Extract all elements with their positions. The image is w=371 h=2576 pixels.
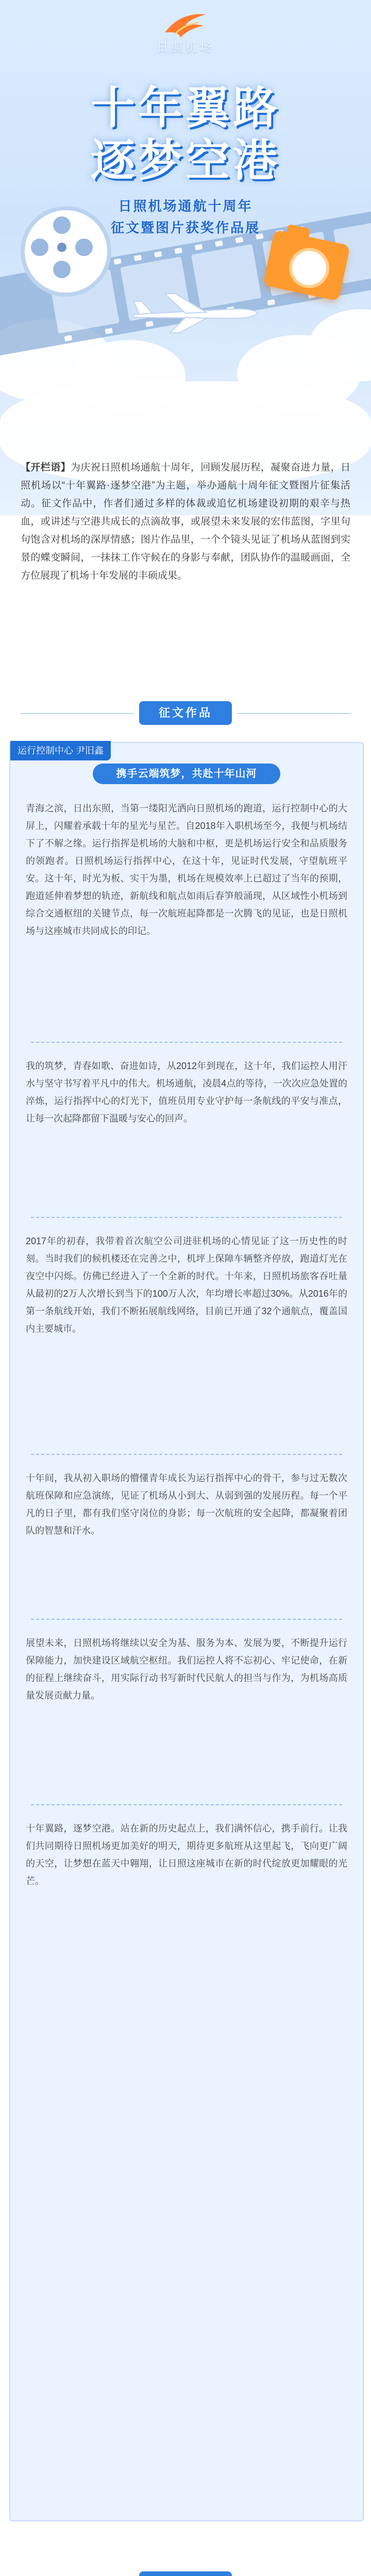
hero-title-line1: 十年翼路 bbox=[91, 82, 280, 134]
essay-card bbox=[9, 742, 364, 2521]
section-title-photos bbox=[139, 2571, 232, 2576]
essay-paragraph: 展望未来，日照机场将继续以安全为基、服务为本、发展为要，不断提升运行保障能力，加快建设区域航空枢纽。我们运控人将不忘初心、牢记使命，在新的征程上继续奋斗，用实际行动书写新时代民航人的担当与作为，为机场高质量发展贡献力量。 bbox=[26, 1638, 347, 1701]
dashed-divider bbox=[31, 1804, 342, 1805]
divider bbox=[237, 713, 350, 714]
hero-subtitle-line1: 日照机场通航十周年 bbox=[118, 199, 253, 214]
intro-lead: 【开栏语】 bbox=[21, 462, 71, 473]
hero-subtitle-line2: 征文暨图片获奖作品展 bbox=[110, 221, 260, 236]
intro-text: 为庆祝日照机场通航十周年，回顾发展历程，凝聚奋进力量，日照机场以“十年翼路·逐梦空港”为主题，举办通航十周年征文暨图片征集活动。征文作品中，作者们通过多样的体裁或追忆机场建设初期的艰辛与热血，或讲述与空港共成长的点滴故事，或展望未来发展的宏伟蓝图，字里句句饱含对机场的深厚情感；图片作品里，一个个镜头见证了机场从蓝图到实景的蝶变瞬间，一抹抹工作守候在的身影与奉献，团队协作的温暖画面，全方位展现了机场十年发展的丰硕成果。 bbox=[21, 462, 350, 581]
author-tag: 运行控制中心 尹旧鑫 bbox=[10, 741, 111, 760]
section-header-photos bbox=[0, 2568, 371, 2576]
dashed-divider bbox=[31, 1454, 342, 1455]
intro-paragraph bbox=[21, 459, 350, 675]
hero-title-line2: 逐梦空港 bbox=[91, 135, 280, 187]
logo-bird-icon bbox=[160, 9, 211, 40]
section-header-essays bbox=[0, 698, 371, 729]
divider bbox=[21, 713, 134, 714]
section-title-essays: 征文作品 bbox=[139, 701, 232, 725]
essay-paragraph: 2017年的初春，我带着首次航空公司进驻机场的心情见证了这一历史性的时刻。当时我们的候机楼还在完善之中，机坪上保障车辆整齐停放，跑道灯光在夜空中闪烁。仿佛已经进入了一个全新的时代。十年来，日照机场旅客吞吐量从最初的2万人次增长到当下的100万人次，年均增长率超过30%。从2016年的第一条航线开始，我们不断拓展航线网络，目前已开通了32个通航点，覆盖国内主要城市。 bbox=[26, 1236, 347, 1334]
dashed-divider bbox=[31, 1619, 342, 1620]
essay-paragraph: 我的筑梦，青春如歌、奋进如诗，从2012年到现在，这十年，我们运控人用汗水与坚守书写着平凡中的伟大。机场通航，凌晨4点的等待，一次次应急处置的淬炼，运行指挥中心的灯光下，值班员用专业守护每一条航线的平安与准点，让每一次起降都留下温暖与安心的回声。 bbox=[26, 1061, 347, 1124]
airplane-icon bbox=[129, 289, 263, 335]
airport-logo bbox=[129, 9, 242, 56]
essay-paragraph: 青海之滨，日出东照，当第一缕阳光洒向日照机场的跑道，运行控制中心的大屏上，闪耀着承载十年的星光与星芒。自2018年入职机场至今，我便与机场结下了不解之缘。运行指挥是机场的大脑和中枢，更是机场运行安全和品质服务的领跑者。日照机场运行指挥中心，在这十年，见证时代发展，守望航班平安。这十年，时光为板、实干为墨，机场在规模效率上已超过了当年的预期，跑道延伸着梦想的轨迹，新航线和航点如雨后春笋般涌现，从区域性小机场到综合交通枢纽的关键节点，每一次航班起降都是一次腾飞的见证，也是日照机场与这座城市共同成长的印记。 bbox=[26, 803, 347, 936]
logo-text: 日照机场 bbox=[156, 42, 214, 55]
essay-paragraph: 十年翼路，逐梦空港。站在新的历史起点上，我们满怀信心，携手前行。让我们共同期待日照机场更加美好的明天，期待更多航班从这里起飞，飞向更广阔的天空，让梦想在蓝天中翱翔，让日照这座城市在新的时代绽放更加耀眼的光芒。 bbox=[26, 1823, 347, 1886]
dashed-divider bbox=[31, 1042, 342, 1043]
essay-title: 携手云端筑梦，共赴十年山河 bbox=[93, 764, 280, 784]
essay-paragraph: 十年间，我从初入职场的懵懂青年成长为运行指挥中心的骨干，参与过无数次航班保障和应急演练，见证了机场从小到大、从弱到强的发展历程。每一个平凡的日子里，都有我们坚守岗位的身影；每一次航班的安全起降，都凝聚着团队的智慧和汗水。 bbox=[26, 1473, 347, 1536]
dashed-divider bbox=[31, 1217, 342, 1218]
hero-banner bbox=[0, 0, 371, 515]
